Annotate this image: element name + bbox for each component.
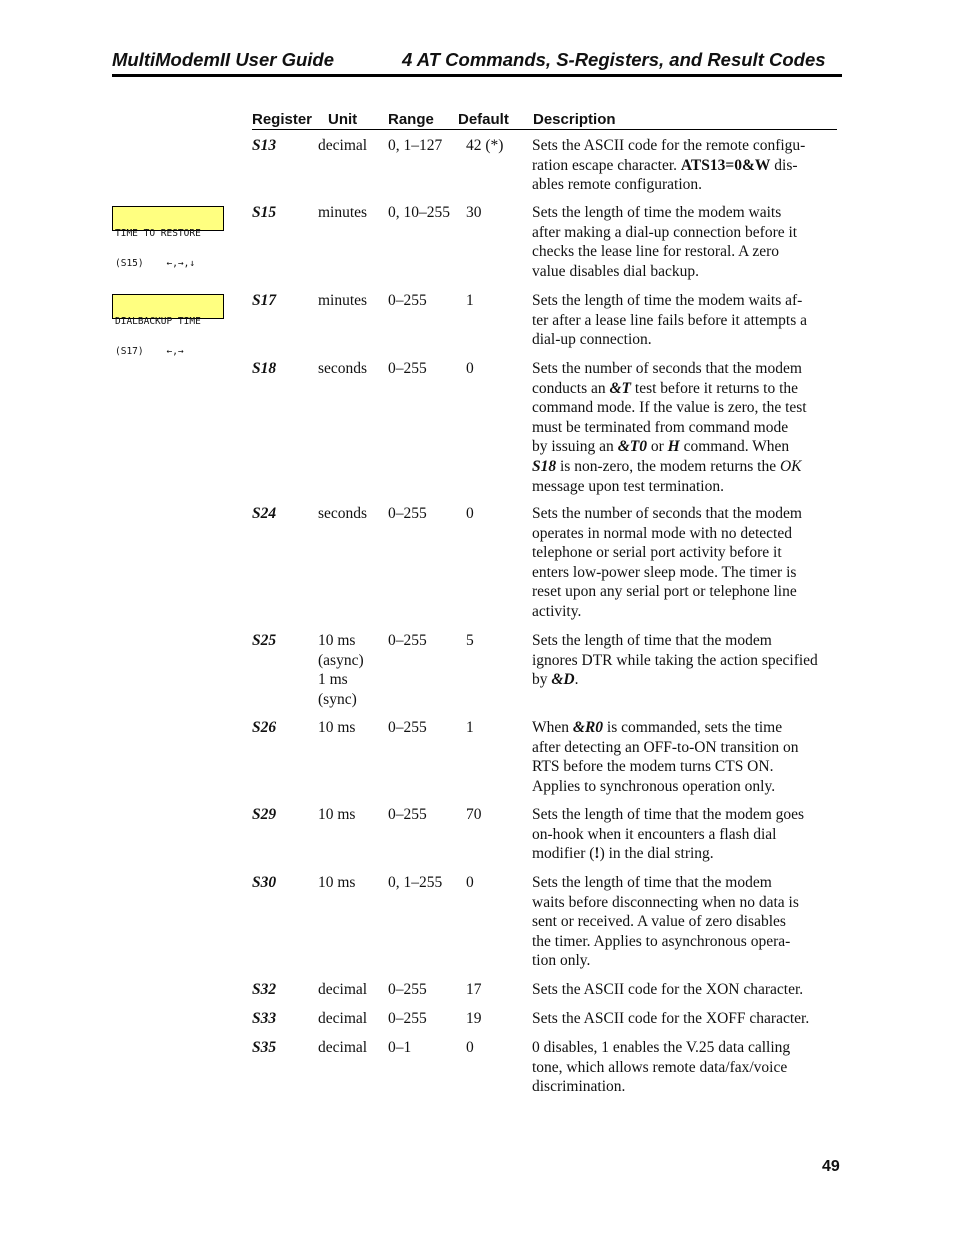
- description-cell: [532, 873, 844, 971]
- description-line: on-hook when it encounters a flash dial: [532, 825, 777, 843]
- register-cell: S17: [252, 292, 277, 309]
- default-cell: 19: [466, 1010, 482, 1027]
- register-cell: S33: [252, 1010, 277, 1027]
- default-cell: 1: [466, 292, 474, 309]
- register-cell: S15: [252, 204, 277, 221]
- description-cell: [532, 718, 844, 796]
- description-line: after making a dial-up connection before it: [532, 223, 798, 241]
- table-header: [252, 111, 837, 130]
- description-line: by issuing an &T0 or H command. When: [532, 438, 790, 456]
- description-line: enters low-power sleep mode. The timer is: [532, 563, 797, 581]
- register-cell: S24: [252, 505, 277, 522]
- description-line: When &R0 is commanded, sets the time: [532, 719, 783, 736]
- description-cell: [532, 805, 844, 864]
- description-line: S18 is non-zero, the modem returns the OK: [532, 457, 802, 475]
- default-cell: 5: [466, 632, 474, 649]
- description-cell: [532, 980, 844, 1000]
- range-cell: 0–255: [388, 632, 427, 649]
- guide-title: MultiModemII User Guide: [112, 49, 335, 70]
- description-line: command mode. If the value is zero, the test: [532, 399, 807, 417]
- description-line: Sets the ASCII code for the XOFF character.: [532, 1010, 810, 1027]
- default-cell: 70: [466, 806, 482, 823]
- description-line: discrimination.: [532, 1078, 626, 1096]
- unit-line: (sync): [318, 690, 357, 708]
- description-line: checks the lease line for restoral. A zero: [532, 243, 780, 261]
- default-cell: 17: [466, 981, 482, 998]
- description-line: Sets the length of time that the modem: [532, 874, 772, 891]
- description-line: message upon test termination.: [532, 477, 724, 495]
- description-line: sent or received. A value of zero disables: [532, 913, 786, 931]
- description-line: Sets the length of time the modem waits af-: [532, 292, 803, 309]
- lcd-line: (S15) ←,→,↓: [115, 258, 196, 269]
- register-cell: S26: [252, 719, 277, 736]
- default-cell: 30: [466, 204, 482, 221]
- range-cell: 0, 10–255: [388, 204, 450, 221]
- range-cell: 0, 1–127: [388, 137, 443, 154]
- column-description: Description: [533, 111, 616, 128]
- unit-cell: seconds: [318, 505, 368, 522]
- description-cell: [532, 136, 844, 195]
- range-cell: 0–255: [388, 806, 427, 823]
- description-cell: [532, 359, 844, 496]
- register-cell: S18: [252, 360, 277, 377]
- unit-line: 1 ms: [318, 671, 348, 689]
- range-cell: 0, 1–255: [388, 874, 443, 891]
- column-default: Default: [458, 111, 509, 128]
- description-line: ter after a lease line fails before it attempts a: [532, 311, 807, 329]
- description-line: ration escape character. ATS13=0&W dis-: [532, 156, 798, 174]
- default-cell: 0: [466, 505, 474, 522]
- description-cell: [532, 631, 844, 690]
- unit-cell: 10 ms: [318, 874, 356, 891]
- unit-cell: decimal: [318, 1010, 368, 1027]
- unit-cell: 10 ms: [318, 806, 356, 823]
- description-line: conducts an &T test before it returns to the: [532, 379, 799, 397]
- register-cell: S29: [252, 806, 277, 823]
- description-line: RTS before the modem turns CTS ON.: [532, 758, 774, 776]
- description-cell: [532, 1038, 844, 1097]
- description-line: Sets the ASCII code for the remote configu-: [532, 137, 806, 154]
- register-cell: S32: [252, 981, 277, 998]
- description-line: Sets the length of time that the modem: [532, 632, 772, 649]
- column-range: Range: [388, 111, 434, 128]
- register-cell: S25: [252, 632, 277, 649]
- description-line: Sets the ASCII code for the XON character.: [532, 981, 804, 998]
- register-cell: S30: [252, 874, 277, 891]
- unit-cell: 10 ms: [318, 719, 356, 736]
- description-line: must be terminated from command mode: [532, 418, 789, 436]
- description-line: value disables dial backup.: [532, 262, 700, 280]
- lcd-line: DIALBACKUP TIME: [115, 316, 201, 327]
- description-line: tion only.: [532, 952, 591, 970]
- unit-cell: minutes: [318, 204, 368, 221]
- description-line: Sets the length of time the modem waits: [532, 204, 782, 221]
- page-header: [112, 48, 842, 77]
- description-cell: [532, 203, 844, 281]
- description-line: dial-up connection.: [532, 331, 652, 349]
- description-line: operates in normal mode with no detected: [532, 524, 792, 542]
- description-line: activity.: [532, 602, 582, 620]
- range-cell: 0–255: [388, 505, 427, 522]
- default-cell: 1: [466, 719, 474, 736]
- chapter-title: 4 AT Commands, S-Registers, and Result Codes: [402, 49, 826, 70]
- unit-cell: minutes: [318, 292, 368, 309]
- range-cell: 0–255: [388, 719, 427, 736]
- range-cell: 0–1: [388, 1039, 412, 1056]
- description-line: tone, which allows remote data/fax/voice: [532, 1058, 788, 1076]
- description-line: ables remote configuration.: [532, 176, 703, 194]
- description-line: after detecting an OFF-to-ON transition on: [532, 738, 799, 756]
- description-line: Sets the length of time that the modem goes: [532, 806, 805, 823]
- range-cell: 0–255: [388, 292, 427, 309]
- range-cell: 0–255: [388, 360, 427, 377]
- description-cell: [532, 291, 844, 350]
- description-line: modifier (!) in the dial string.: [532, 845, 714, 863]
- description-line: waits before disconnecting when no data is: [532, 893, 799, 911]
- default-cell: 0: [466, 360, 474, 377]
- description-line: Applies to synchronous operation only.: [532, 777, 776, 795]
- lcd-line: (S17) ←,→: [115, 346, 184, 357]
- unit-cell: [318, 631, 364, 709]
- description-line: telephone or serial port activity before it: [532, 544, 782, 562]
- default-cell: 0: [466, 874, 474, 891]
- description-line: the timer. Applies to asynchronous opera-: [532, 932, 791, 950]
- column-unit: Unit: [328, 111, 358, 128]
- default-cell: 0: [466, 1039, 474, 1056]
- lcd-display-dialbackup-time: [112, 294, 224, 357]
- unit-cell: decimal: [318, 1039, 368, 1056]
- range-cell: 0–255: [388, 981, 427, 998]
- description-line: 0 disables, 1 enables the V.25 data calling: [532, 1039, 791, 1056]
- register-cell: S13: [252, 137, 277, 154]
- unit-cell: seconds: [318, 360, 368, 377]
- range-cell: 0–255: [388, 1010, 427, 1027]
- page-number: 49: [822, 1158, 840, 1175]
- default-cell: 42 (*): [466, 137, 504, 154]
- column-register: Register: [252, 111, 313, 128]
- description-line: Sets the number of seconds that the modem: [532, 505, 802, 522]
- description-line: ignores DTR while taking the action specified: [532, 651, 818, 669]
- description-line: reset upon any serial port or telephone line: [532, 583, 797, 601]
- lcd-line: TIME TO RESTORE: [115, 228, 201, 239]
- lcd-display-time-to-restore: [112, 206, 224, 269]
- unit-cell: decimal: [318, 981, 368, 998]
- description-cell: [532, 504, 844, 622]
- description-line: Sets the number of seconds that the modem: [532, 360, 802, 377]
- description-line: by &D.: [532, 671, 579, 689]
- unit-line: (async): [318, 651, 364, 669]
- description-cell: [532, 1009, 844, 1029]
- unit-cell: decimal: [318, 137, 368, 154]
- unit-line: 10 ms: [318, 632, 356, 649]
- register-cell: S35: [252, 1039, 277, 1056]
